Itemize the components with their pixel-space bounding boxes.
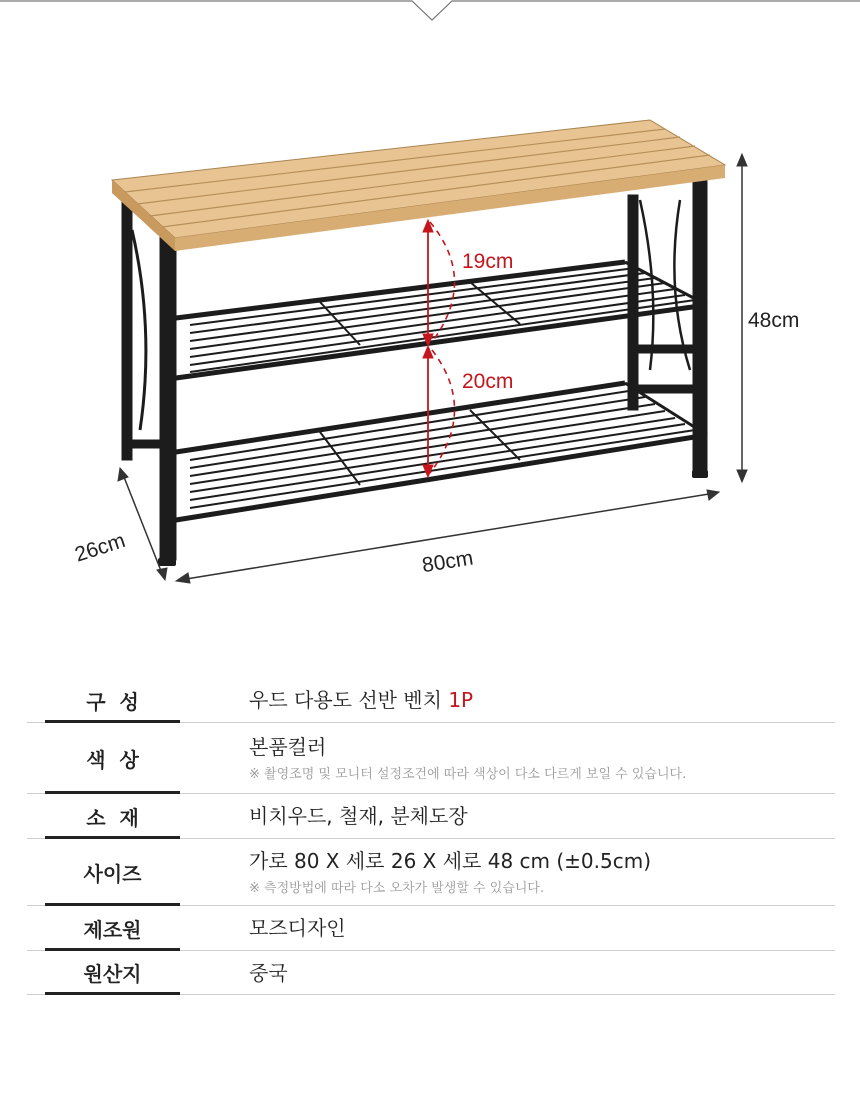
spec-row-manufacturer — [27, 906, 835, 951]
length-label: 80cm — [420, 546, 475, 578]
height-label: 48cm — [748, 309, 800, 332]
spec-note: ※ 측정방법에 따라 다소 오차가 발생할 수 있습니다. — [249, 880, 545, 896]
lower-wire-shelf — [176, 383, 707, 520]
spec-value-text: 가로 80 X 세로 26 X 세로 48 cm (±0.5cm) — [249, 848, 652, 873]
spec-value-text: 중국 — [249, 960, 288, 985]
spec-label: 제조원 — [45, 906, 180, 950]
spec-label: 원산지 — [45, 951, 180, 994]
spec-row-size — [27, 839, 835, 906]
spec-value-text: 비치우드, 철재, 분체도장 — [249, 804, 468, 828]
height-dimension-line — [737, 154, 747, 482]
spec-row-material — [27, 794, 835, 839]
product-dimension-figure — [0, 110, 860, 610]
upper-wire-shelf — [176, 262, 707, 378]
spec-value-accent: 1P — [448, 688, 474, 712]
spec-label: 구 성 — [45, 678, 180, 722]
spec-row-origin — [27, 951, 835, 995]
lower-gap-label: 20cm — [462, 370, 514, 393]
upper-gap-label: 19cm — [462, 250, 514, 273]
spec-label: 소 재 — [45, 794, 180, 838]
spec-label: 사이즈 — [45, 839, 180, 905]
spec-value-text: 모즈디자인 — [249, 916, 346, 940]
spec-row-composition — [27, 678, 835, 723]
spec-note: ※ 촬영조명 및 모니터 설정조건에 따라 색상이 다소 다르게 보일 수 있습니다. — [249, 766, 687, 782]
spec-value — [249, 906, 835, 950]
spec-table — [27, 678, 835, 995]
spec-label: 색 상 — [45, 723, 180, 793]
spec-value — [249, 723, 835, 793]
spec-value — [249, 794, 835, 838]
spec-value — [249, 678, 835, 722]
spec-value-text: 우드 다용도 선반 벤치 — [249, 688, 442, 712]
top-divider-notch — [0, 0, 860, 24]
spec-value — [249, 839, 835, 905]
spec-value-text: 본품컬러 — [249, 734, 327, 759]
depth-label: 26cm — [72, 528, 129, 567]
spec-row-color — [27, 723, 835, 794]
spec-value — [249, 951, 835, 994]
